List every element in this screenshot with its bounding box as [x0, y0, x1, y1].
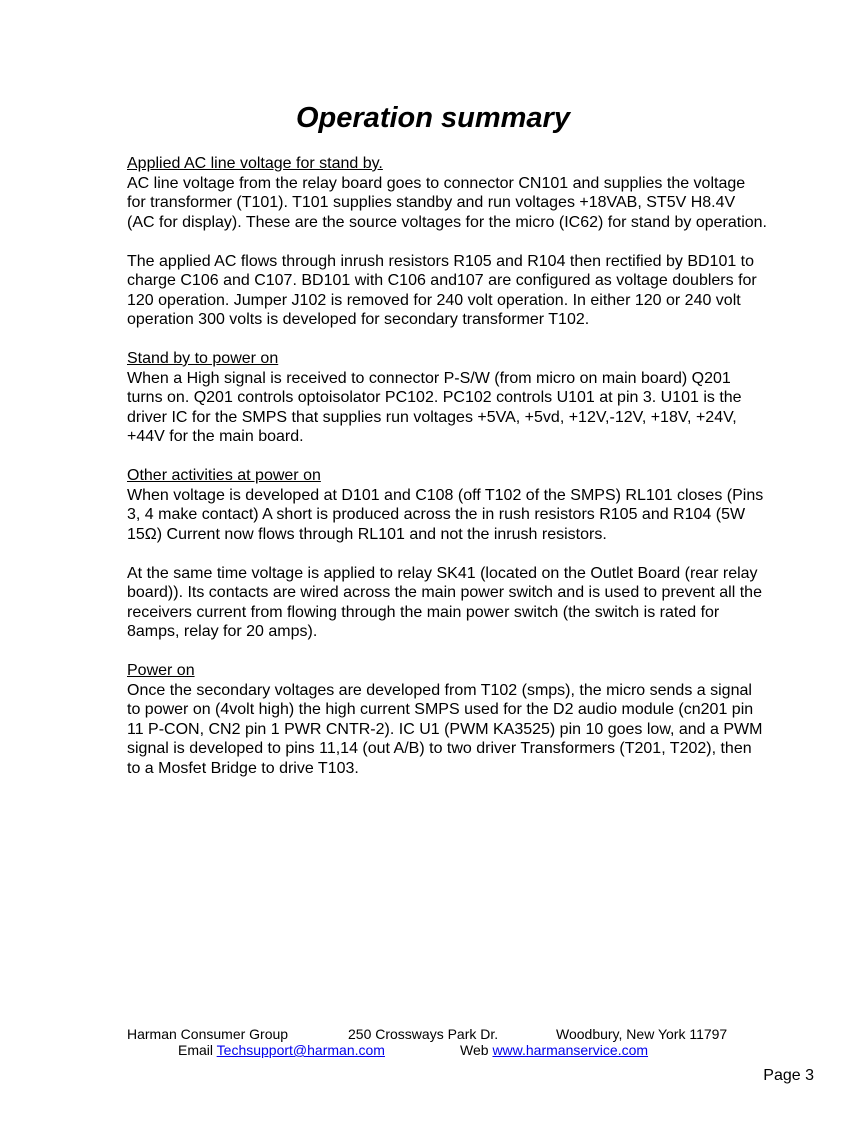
paragraph: When voltage is developed at D101 and C108 (off T102 of the SMPS) RL101 closes (Pins 3, 4 make contact) A short is produced across the in rush resistors R105 and R104 (5W 15Ω) Current now flows through RL101 and not the inrush resistors. — [127, 486, 764, 543]
footer-email — [178, 1042, 385, 1058]
section-power-on — [127, 661, 767, 778]
section-inrush — [127, 252, 767, 330]
section-other-activities — [127, 466, 767, 544]
section-relay-sk41 — [127, 564, 767, 642]
footer-address: 250 Crossways Park Dr. — [348, 1026, 499, 1042]
paragraph: At the same time voltage is applied to relay SK41 (located on the Outlet Board (rear relay board)). Its contacts are wired across the main power switch and is used to prevent all the receivers current from flowing through the main power switch (the switch is rated for 8amps, relay for 20 amps). — [127, 564, 762, 640]
email-link[interactable]: Techsupport@harman.com — [216, 1042, 385, 1058]
footer-company: Harman Consumer Group — [127, 1026, 289, 1042]
section-standby-to-power-on — [127, 349, 767, 447]
document-body — [127, 154, 767, 798]
section-heading: Other activities at power on — [127, 467, 321, 484]
section-heading: Power on — [127, 662, 195, 679]
paragraph: Once the secondary voltages are developed from T102 (smps), the micro sends a signal to power on (4volt high) the high current SMPS used for the D2 audio module (cn201 pin 11 P-CON, CN2 pin 1 PWR CNTR-2). IC U1 (PWM KA3525) pin 10 goes low, and a PWM signal is developed to pins 11,14 (out A/B) to two driver Transformers (T201, T202), then to a Mosfet Bridge to drive T103. — [127, 681, 763, 777]
page-title: Operation summary — [296, 102, 570, 134]
footer-city: Woodbury, New York 11797 — [556, 1026, 728, 1042]
page-number: Page 3 — [763, 1067, 814, 1084]
paragraph: AC line voltage from the relay board goes to connector CN101 and supplies the voltage for transformer (T101). T101 supplies standby and run voltages +18VAB, ST5V H8.4V (AC for display). These are the source voltages for the micro (IC62) for stand by operation. — [127, 174, 767, 231]
footer-web — [460, 1042, 648, 1058]
footer-email-label: Email — [178, 1042, 214, 1058]
paragraph: The applied AC flows through inrush resistors R105 and R104 then rectified by BD101 to charge C106 and C107. BD101 with C106 and107 are configured as voltage doublers for 120 operation. Jumper J102 is removed for 240 volt operation. In either 120 or 240 volt operation 300 volts is developed for secondary transformer T102. — [127, 252, 757, 328]
section-heading: Applied AC line voltage for stand by. — [127, 155, 383, 172]
web-link[interactable]: www.harmanservice.com — [492, 1042, 649, 1058]
paragraph: When a High signal is received to connector P-S/W (from micro on main board) Q201 turns on. Q201 controls optoisolator PC102. PC102 controls U101 at pin 3. U101 is the driver IC for the SMPS that supplies run voltages +5VA, +5vd, +12V,-12V, +18V, +24V, +44V for the main board. — [127, 369, 742, 445]
section-heading: Stand by to power on — [127, 350, 279, 367]
section-ac-line-voltage — [127, 154, 767, 232]
footer-web-label: Web — [460, 1042, 489, 1058]
